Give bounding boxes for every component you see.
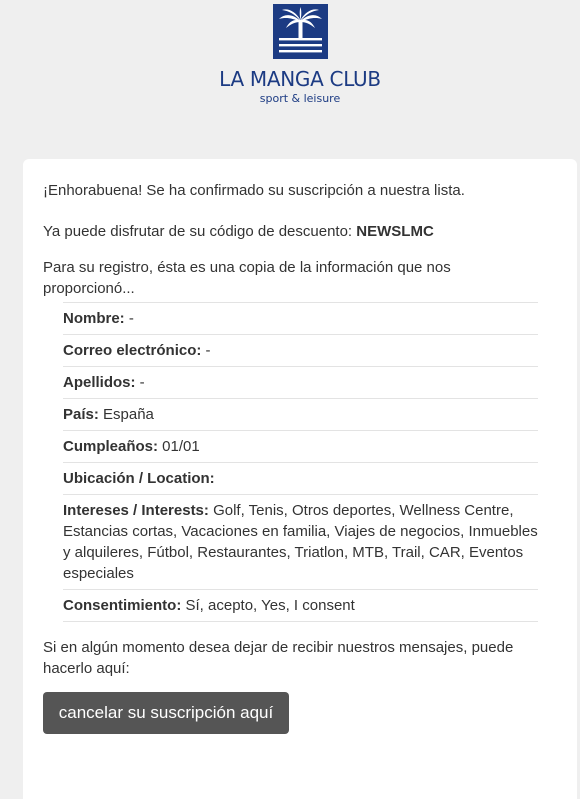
- info-value: -: [135, 374, 145, 391]
- discount-prefix: Ya puede disfrutar de su código de descuento:: [43, 223, 357, 240]
- info-value: Golf, Tenis, Otros deportes, Wellness Centre, Estancias cortas, Vacaciones en familia, Viajes de negocios, Inmuebles y alquileres, Fútbol, Restaurantes, Triatlon, MTB, Trail, CAR, Eventos especiales: [63, 502, 538, 582]
- info-value: -: [201, 342, 211, 359]
- copy-intro: Para su registro, ésta es una copia de la información que nos proporcionó...: [43, 259, 451, 297]
- info-label: Nombre:: [63, 310, 125, 327]
- unsubscribe-text: Si en algún momento desea dejar de recibir nuestros mensajes, puede hacerlo aquí:: [43, 639, 514, 677]
- discount-code: NEWSLMC: [356, 223, 434, 240]
- info-label: Consentimiento:: [63, 597, 182, 614]
- email-header: [0, 0, 580, 159]
- info-value: -: [124, 310, 134, 327]
- info-value: España: [98, 406, 154, 423]
- palm-tree-logo-icon: [273, 4, 328, 59]
- brand-name: LA MANGA CLUB: [219, 67, 381, 91]
- confirmation-card: [23, 159, 577, 799]
- info-label: Cumpleaños:: [63, 438, 159, 455]
- info-value: 01/01: [158, 438, 200, 455]
- info-row-cumpleanos: [63, 431, 538, 463]
- info-label: País:: [63, 406, 99, 423]
- info-row-email: [63, 335, 538, 367]
- submitted-info-list: [63, 302, 538, 622]
- info-row-ubicacion: [63, 463, 538, 495]
- info-row-nombre: [63, 303, 538, 335]
- info-row-consentimiento: [63, 590, 538, 622]
- info-row-pais: [63, 399, 538, 431]
- info-row-intereses: [63, 495, 538, 590]
- info-label: Intereses / Interests:: [63, 502, 209, 519]
- info-label: Apellidos:: [63, 374, 136, 391]
- info-value: Sí, acepto, Yes, I consent: [181, 597, 355, 614]
- info-label: Correo electrónico:: [63, 342, 202, 359]
- brand-tagline: sport & leisure: [259, 92, 341, 105]
- info-row-apellidos: [63, 367, 538, 399]
- unsubscribe-button[interactable]: cancelar su suscripción aquí: [43, 692, 289, 734]
- discount-message: [43, 221, 543, 242]
- info-label: Ubicación / Location:: [63, 470, 215, 487]
- congrats-message: ¡Enhorabuena! Se ha confirmado su suscripción a nuestra lista.: [43, 182, 465, 199]
